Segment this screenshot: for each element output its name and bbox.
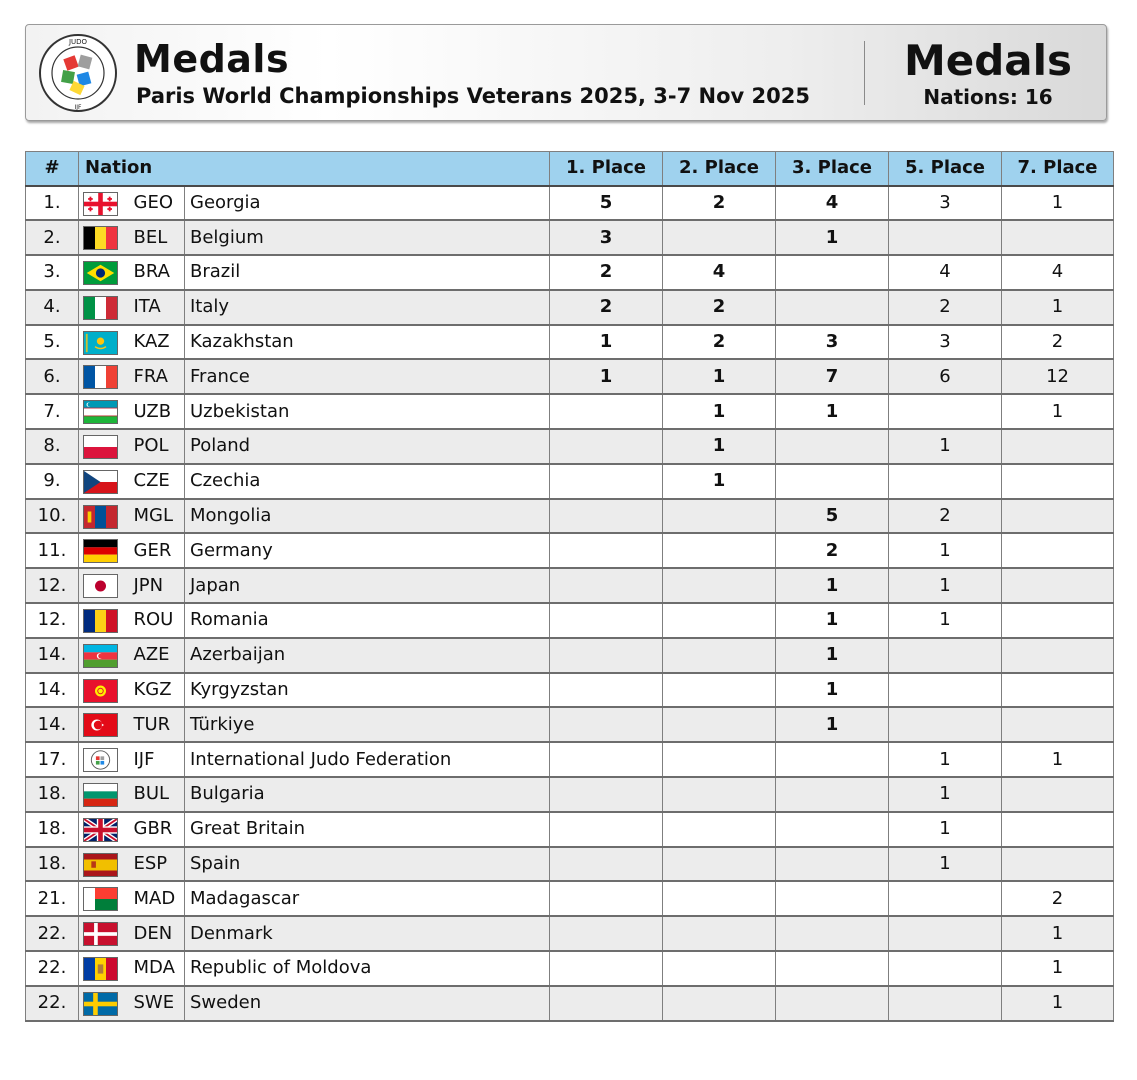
flag-cell <box>79 638 132 673</box>
place-5-cell: 6 <box>889 359 1002 394</box>
place-2-cell <box>663 568 776 603</box>
nations-count: Nations: 16 <box>923 85 1053 109</box>
place-5-cell <box>889 638 1002 673</box>
event-subtitle: Paris World Championships Veterans 2025, 3-7 Nov 2025 <box>136 84 810 108</box>
flag-cell <box>79 533 132 568</box>
place-7-cell <box>1002 847 1114 882</box>
rank-cell: 22. <box>26 986 79 1021</box>
country-name-cell: Germany <box>185 533 550 568</box>
flag-cell <box>79 916 132 951</box>
place-5-cell: 1 <box>889 812 1002 847</box>
rank-cell: 17. <box>26 742 79 777</box>
rank-cell: 18. <box>26 812 79 847</box>
place-1-cell: 5 <box>550 186 663 221</box>
place-3-cell: 1 <box>776 394 889 429</box>
place-3-cell <box>776 916 889 951</box>
country-code-cell: ROU <box>132 603 185 638</box>
kgz-flag-icon <box>83 679 118 703</box>
country-code-cell: IJF <box>132 742 185 777</box>
place-3-cell <box>776 429 889 464</box>
header-place7: 7. Place <box>1002 152 1114 186</box>
place-2-cell <box>663 742 776 777</box>
flag-cell <box>79 290 132 325</box>
uzb-flag-icon <box>83 400 118 424</box>
flag-cell <box>79 847 132 882</box>
cze-flag-icon <box>83 470 118 494</box>
place-7-cell <box>1002 603 1114 638</box>
header-place1: 1. Place <box>550 152 663 186</box>
table-row <box>26 359 1114 394</box>
country-code-cell: JPN <box>132 568 185 603</box>
table-row <box>26 464 1114 499</box>
country-name-cell: Poland <box>185 429 550 464</box>
place-5-cell: 1 <box>889 533 1002 568</box>
place-1-cell: 2 <box>550 255 663 290</box>
country-code-cell: UZB <box>132 394 185 429</box>
den-flag-icon <box>83 922 118 946</box>
flag-cell <box>79 499 132 534</box>
country-name-cell: Czechia <box>185 464 550 499</box>
place-5-cell <box>889 394 1002 429</box>
country-name-cell: Republic of Moldova <box>185 951 550 986</box>
place-2-cell <box>663 916 776 951</box>
header-place5: 5. Place <box>889 152 1002 186</box>
country-code-cell: SWE <box>132 986 185 1021</box>
rank-cell: 7. <box>26 394 79 429</box>
place-3-cell: 1 <box>776 707 889 742</box>
page-title: Medals <box>134 37 290 81</box>
place-5-cell: 2 <box>889 499 1002 534</box>
place-1-cell <box>550 533 663 568</box>
table-row <box>26 742 1114 777</box>
country-code-cell: GEO <box>132 186 185 221</box>
flag-cell <box>79 359 132 394</box>
header-place2: 2. Place <box>663 152 776 186</box>
flag-cell <box>79 568 132 603</box>
place-3-cell <box>776 777 889 812</box>
place-2-cell <box>663 812 776 847</box>
geo-flag-icon <box>83 192 118 216</box>
country-code-cell: MDA <box>132 951 185 986</box>
place-3-cell <box>776 847 889 882</box>
flag-cell <box>79 881 132 916</box>
place-3-cell: 7 <box>776 359 889 394</box>
place-1-cell <box>550 394 663 429</box>
header-place3: 3. Place <box>776 152 889 186</box>
table-row <box>26 533 1114 568</box>
table-row <box>26 812 1114 847</box>
country-code-cell: AZE <box>132 638 185 673</box>
mad-flag-icon <box>83 887 118 911</box>
place-5-cell: 1 <box>889 429 1002 464</box>
place-2-cell: 1 <box>663 429 776 464</box>
table-row <box>26 429 1114 464</box>
place-1-cell: 1 <box>550 325 663 360</box>
place-7-cell <box>1002 464 1114 499</box>
place-5-cell: 1 <box>889 742 1002 777</box>
flag-cell <box>79 986 132 1021</box>
country-name-cell: Madagascar <box>185 881 550 916</box>
place-1-cell: 2 <box>550 290 663 325</box>
rank-cell: 12. <box>26 568 79 603</box>
place-1-cell <box>550 986 663 1021</box>
place-2-cell <box>663 638 776 673</box>
place-3-cell <box>776 951 889 986</box>
country-name-cell: Mongolia <box>185 499 550 534</box>
flag-cell <box>79 777 132 812</box>
rank-cell: 21. <box>26 881 79 916</box>
place-3-cell <box>776 812 889 847</box>
bel-flag-icon <box>83 226 118 250</box>
table-row <box>26 673 1114 708</box>
place-3-cell <box>776 255 889 290</box>
header-rank: # <box>26 152 79 186</box>
rank-cell: 2. <box>26 220 79 255</box>
rank-cell: 1. <box>26 186 79 221</box>
place-7-cell <box>1002 812 1114 847</box>
place-3-cell <box>776 881 889 916</box>
place-7-cell: 1 <box>1002 742 1114 777</box>
country-code-cell: GBR <box>132 812 185 847</box>
place-7-cell: 2 <box>1002 325 1114 360</box>
place-1-cell <box>550 707 663 742</box>
table-row <box>26 220 1114 255</box>
flag-cell <box>79 325 132 360</box>
table-row <box>26 916 1114 951</box>
country-name-cell: Georgia <box>185 186 550 221</box>
place-2-cell: 2 <box>663 290 776 325</box>
fra-flag-icon <box>83 365 118 389</box>
table-row <box>26 568 1114 603</box>
place-5-cell: 2 <box>889 290 1002 325</box>
place-7-cell <box>1002 220 1114 255</box>
place-2-cell <box>663 499 776 534</box>
rank-cell: 14. <box>26 673 79 708</box>
flag-cell <box>79 186 132 221</box>
place-3-cell <box>776 464 889 499</box>
place-2-cell <box>663 533 776 568</box>
gbr-flag-icon <box>83 818 118 842</box>
place-5-cell <box>889 673 1002 708</box>
place-1-cell <box>550 847 663 882</box>
rank-cell: 11. <box>26 533 79 568</box>
place-7-cell <box>1002 707 1114 742</box>
country-code-cell: ESP <box>132 847 185 882</box>
place-2-cell <box>663 881 776 916</box>
table-row <box>26 847 1114 882</box>
country-name-cell: Türkiye <box>185 707 550 742</box>
ijf-flag-icon <box>83 748 118 772</box>
rank-cell: 12. <box>26 603 79 638</box>
table-row <box>26 186 1114 221</box>
svg-text:JUDO: JUDO <box>68 38 88 46</box>
place-2-cell <box>663 951 776 986</box>
place-7-cell: 12 <box>1002 359 1114 394</box>
place-7-cell: 1 <box>1002 290 1114 325</box>
place-2-cell <box>663 707 776 742</box>
country-code-cell: KAZ <box>132 325 185 360</box>
rank-cell: 14. <box>26 638 79 673</box>
country-code-cell: MAD <box>132 881 185 916</box>
table-row <box>26 255 1114 290</box>
table-header-row <box>26 152 1114 186</box>
place-1-cell <box>550 568 663 603</box>
tur-flag-icon <box>83 713 118 737</box>
country-name-cell: Sweden <box>185 986 550 1021</box>
place-1-cell <box>550 777 663 812</box>
table-row <box>26 951 1114 986</box>
esp-flag-icon <box>83 853 118 877</box>
place-7-cell: 2 <box>1002 881 1114 916</box>
place-3-cell <box>776 742 889 777</box>
country-name-cell: Kazakhstan <box>185 325 550 360</box>
country-name-cell: Belgium <box>185 220 550 255</box>
place-1-cell: 3 <box>550 220 663 255</box>
country-name-cell: International Judo Federation <box>185 742 550 777</box>
table-row <box>26 290 1114 325</box>
place-1-cell <box>550 951 663 986</box>
place-3-cell: 2 <box>776 533 889 568</box>
place-7-cell: 4 <box>1002 255 1114 290</box>
place-1-cell <box>550 603 663 638</box>
place-2-cell: 4 <box>663 255 776 290</box>
rank-cell: 18. <box>26 777 79 812</box>
svg-text:IJF: IJF <box>74 104 82 111</box>
jpn-flag-icon <box>83 574 118 598</box>
place-7-cell <box>1002 429 1114 464</box>
country-name-cell: Azerbaijan <box>185 638 550 673</box>
rou-flag-icon <box>83 609 118 633</box>
place-1-cell <box>550 673 663 708</box>
place-3-cell: 1 <box>776 638 889 673</box>
rank-cell: 9. <box>26 464 79 499</box>
place-5-cell <box>889 916 1002 951</box>
country-code-cell: GER <box>132 533 185 568</box>
place-2-cell: 1 <box>663 464 776 499</box>
flag-cell <box>79 429 132 464</box>
flag-cell <box>79 220 132 255</box>
place-7-cell: 1 <box>1002 186 1114 221</box>
place-1-cell <box>550 464 663 499</box>
place-7-cell <box>1002 638 1114 673</box>
place-5-cell: 1 <box>889 847 1002 882</box>
bul-flag-icon <box>83 783 118 807</box>
place-2-cell <box>663 220 776 255</box>
place-7-cell: 1 <box>1002 951 1114 986</box>
rank-cell: 14. <box>26 707 79 742</box>
country-name-cell: France <box>185 359 550 394</box>
place-3-cell: 1 <box>776 568 889 603</box>
place-5-cell: 3 <box>889 325 1002 360</box>
table-row <box>26 325 1114 360</box>
bra-flag-icon <box>83 261 118 285</box>
place-2-cell: 1 <box>663 394 776 429</box>
place-7-cell <box>1002 568 1114 603</box>
country-code-cell: POL <box>132 429 185 464</box>
table-row <box>26 638 1114 673</box>
country-code-cell: DEN <box>132 916 185 951</box>
place-1-cell <box>550 429 663 464</box>
flag-cell <box>79 742 132 777</box>
place-5-cell <box>889 707 1002 742</box>
rank-cell: 10. <box>26 499 79 534</box>
place-5-cell <box>889 464 1002 499</box>
country-code-cell: BRA <box>132 255 185 290</box>
pol-flag-icon <box>83 435 118 459</box>
country-name-cell: Great Britain <box>185 812 550 847</box>
place-3-cell: 1 <box>776 673 889 708</box>
mda-flag-icon <box>83 957 118 981</box>
place-1-cell <box>550 881 663 916</box>
ijf-logo-icon <box>38 33 118 113</box>
place-5-cell: 3 <box>889 186 1002 221</box>
place-7-cell <box>1002 499 1114 534</box>
country-name-cell: Bulgaria <box>185 777 550 812</box>
country-name-cell: Kyrgyzstan <box>185 673 550 708</box>
place-2-cell <box>663 847 776 882</box>
place-7-cell <box>1002 533 1114 568</box>
table-row <box>26 986 1114 1021</box>
table-row <box>26 777 1114 812</box>
place-7-cell: 1 <box>1002 986 1114 1021</box>
table-row <box>26 499 1114 534</box>
rank-cell: 3. <box>26 255 79 290</box>
rank-cell: 18. <box>26 847 79 882</box>
rank-cell: 22. <box>26 916 79 951</box>
place-2-cell <box>663 673 776 708</box>
country-name-cell: Brazil <box>185 255 550 290</box>
header-banner <box>25 24 1107 121</box>
place-1-cell: 1 <box>550 359 663 394</box>
place-5-cell: 1 <box>889 568 1002 603</box>
place-5-cell: 1 <box>889 603 1002 638</box>
place-1-cell <box>550 638 663 673</box>
country-code-cell: CZE <box>132 464 185 499</box>
table-row <box>26 603 1114 638</box>
header-divider <box>864 41 865 105</box>
place-1-cell <box>550 812 663 847</box>
place-5-cell <box>889 951 1002 986</box>
rank-cell: 5. <box>26 325 79 360</box>
country-code-cell: BUL <box>132 777 185 812</box>
table-row <box>26 394 1114 429</box>
place-3-cell <box>776 986 889 1021</box>
place-3-cell: 3 <box>776 325 889 360</box>
place-7-cell: 1 <box>1002 394 1114 429</box>
place-5-cell: 4 <box>889 255 1002 290</box>
country-name-cell: Uzbekistan <box>185 394 550 429</box>
swe-flag-icon <box>83 992 118 1016</box>
flag-cell <box>79 394 132 429</box>
place-7-cell <box>1002 777 1114 812</box>
place-1-cell <box>550 916 663 951</box>
place-1-cell <box>550 499 663 534</box>
place-3-cell: 1 <box>776 603 889 638</box>
rank-cell: 6. <box>26 359 79 394</box>
place-5-cell <box>889 220 1002 255</box>
country-name-cell: Italy <box>185 290 550 325</box>
place-7-cell <box>1002 673 1114 708</box>
rank-cell: 22. <box>26 951 79 986</box>
medals-table <box>25 151 1114 1022</box>
aze-flag-icon <box>83 644 118 668</box>
place-3-cell: 4 <box>776 186 889 221</box>
ger-flag-icon <box>83 539 118 563</box>
rank-cell: 4. <box>26 290 79 325</box>
country-code-cell: ITA <box>132 290 185 325</box>
header-nation: Nation <box>79 152 550 186</box>
right-title: Medals <box>903 36 1073 85</box>
country-code-cell: TUR <box>132 707 185 742</box>
place-5-cell: 1 <box>889 777 1002 812</box>
country-code-cell: BEL <box>132 220 185 255</box>
place-2-cell: 2 <box>663 186 776 221</box>
flag-cell <box>79 812 132 847</box>
place-2-cell <box>663 777 776 812</box>
place-2-cell: 1 <box>663 359 776 394</box>
place-5-cell <box>889 881 1002 916</box>
rank-cell: 8. <box>26 429 79 464</box>
country-code-cell: MGL <box>132 499 185 534</box>
flag-cell <box>79 464 132 499</box>
country-name-cell: Denmark <box>185 916 550 951</box>
country-name-cell: Spain <box>185 847 550 882</box>
flag-cell <box>79 951 132 986</box>
place-2-cell: 2 <box>663 325 776 360</box>
place-5-cell <box>889 986 1002 1021</box>
place-3-cell: 5 <box>776 499 889 534</box>
flag-cell <box>79 673 132 708</box>
flag-cell <box>79 255 132 290</box>
table-row <box>26 707 1114 742</box>
table-row <box>26 881 1114 916</box>
place-1-cell <box>550 742 663 777</box>
place-3-cell <box>776 290 889 325</box>
place-3-cell: 1 <box>776 220 889 255</box>
country-name-cell: Romania <box>185 603 550 638</box>
flag-cell <box>79 707 132 742</box>
place-2-cell <box>663 603 776 638</box>
country-code-cell: KGZ <box>132 673 185 708</box>
country-name-cell: Japan <box>185 568 550 603</box>
kaz-flag-icon <box>83 331 118 355</box>
ita-flag-icon <box>83 296 118 320</box>
flag-cell <box>79 603 132 638</box>
mgl-flag-icon <box>83 505 118 529</box>
place-7-cell: 1 <box>1002 916 1114 951</box>
country-code-cell: FRA <box>132 359 185 394</box>
place-2-cell <box>663 986 776 1021</box>
